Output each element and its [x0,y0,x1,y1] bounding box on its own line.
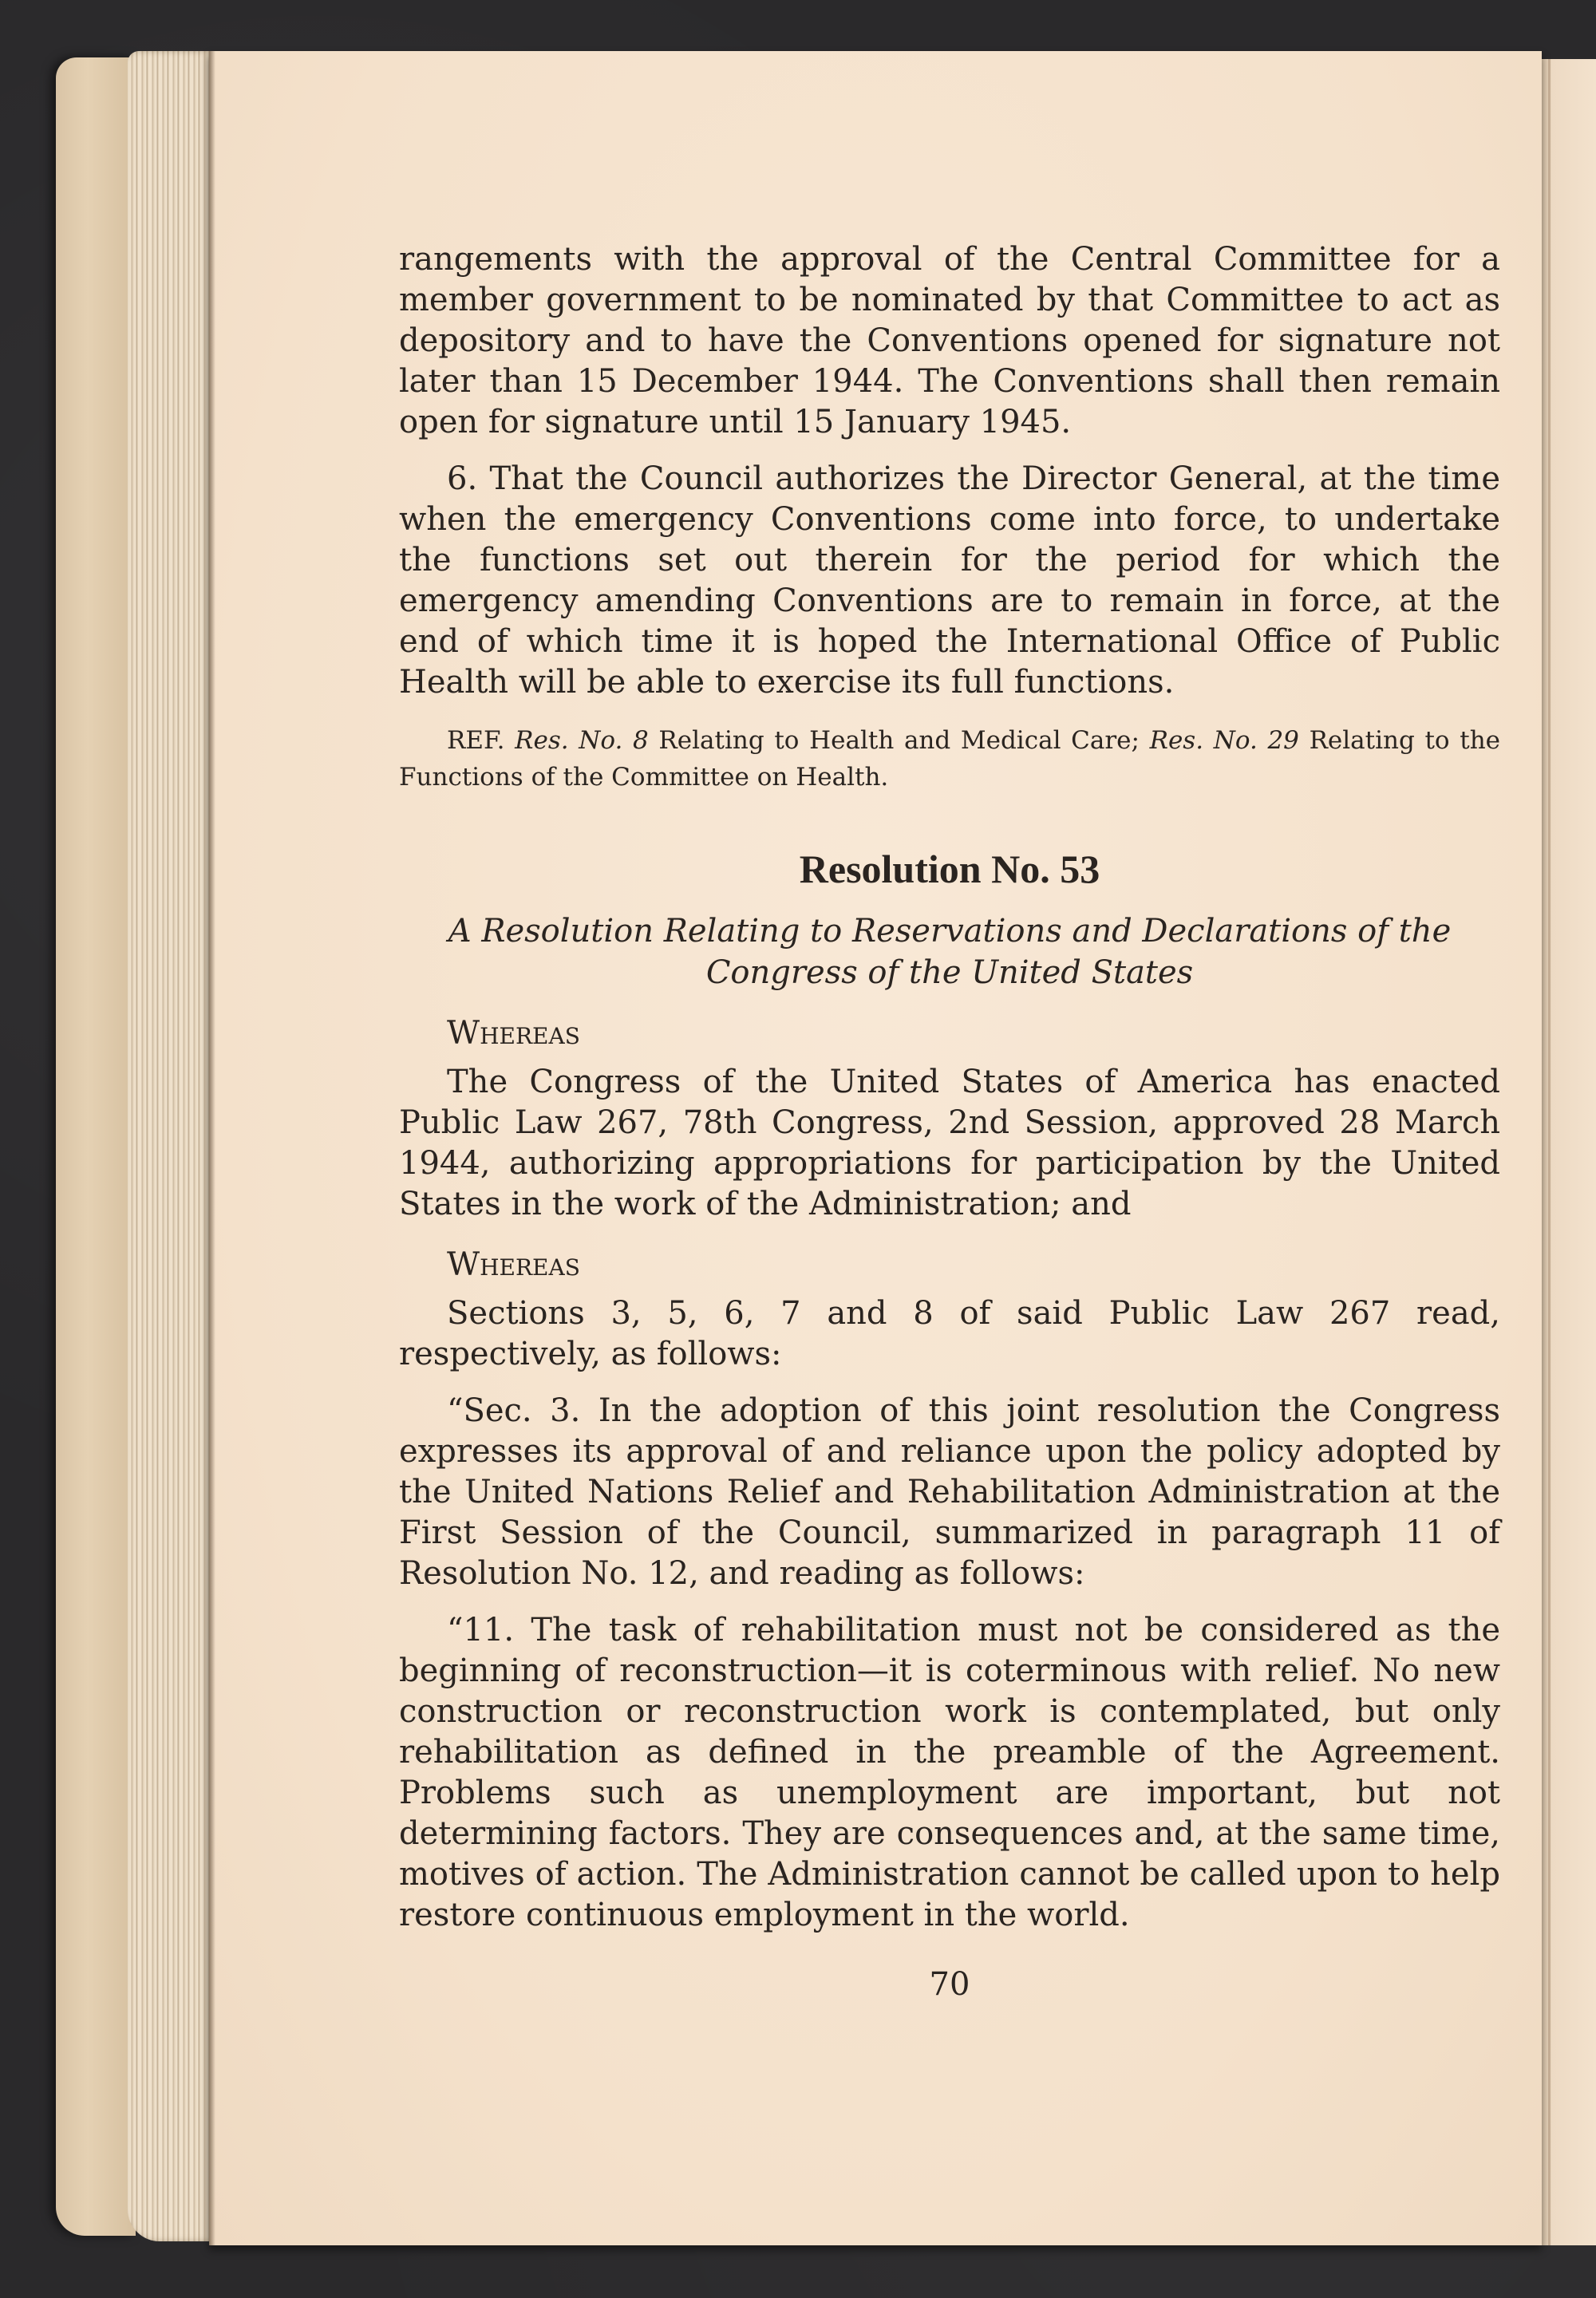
continuation-paragraph: rangements with the approval of the Central Committee for a member government to be nominated by that Committee to act as depository and to have the Conventions opened for signature not later than 15 December 1944. The Conventions shall then remain open for signature until 15 January 1945. [399,241,1500,440]
reference-res-29-label: Res. No. 29 [1149,726,1299,755]
resolution-subtitle: A Resolution Relating to Reservations and Declarations of the Congress of the United States [448,913,1452,991]
whereas-paragraph-1: The Congress of the United States of America has enacted Public Law 267, 78th Congress, 2nd Session, approved 28 March 1944, authorizing appropriations for participation by the United States in the work of the Administration; and [399,1064,1500,1222]
page-number: 70 [929,1966,970,2003]
reference-res-8-label: Res. No. 8 [515,726,649,755]
reference-prefix: REF. [447,726,505,755]
whereas-label-2: Whereas [447,1246,580,1283]
whereas-paragraph-2: Sections 3, 5, 6, 7 and 8 of said Public Law 267 read, respectively, as follows: [399,1295,1500,1372]
paragraph-6: 6. That the Council authorizes the Director General, at the time when the emergency Conventions come into force, to undertake the functions set out therein for the period for which the emergency amending Conventions are to remain in force, at the end of which time it is hoped the International Office of Public Health will be able to exercise its full functions. [399,460,1500,701]
reference-res-8-text: Relating to Health and Medical Care; [658,726,1140,755]
resolution-title: Resolution No. 53 [799,847,1100,891]
page-stack-edges [128,51,215,2241]
whereas-label-1: Whereas [447,1015,580,1052]
facing-page-edge [1542,59,1596,2245]
reference-note [399,722,1500,796]
reference-res-29-text: Relating to the Functions of the Committee on Health. [399,726,1501,792]
paragraph-11-quote: “11. The task of rehabilitation must not be considered as the beginning of reconstruction—it is coterminous with relief. No new construction or reconstruction work is contemplated, but only rehabilitation as defined in the preamble of the Agreement. Problems such as unemployment are important, but not determining factors. They are consequences and, at the same time, motives of action. The Administration cannot be called upon to help restore continuous employment in the world. [399,1612,1500,1933]
book-cover [56,57,136,2236]
section-3-quote: “Sec. 3. In the adoption of this joint resolution the Congress expresses its approval of and reliance upon the policy adopted by the United Nations Relief and Rehabilitation Administration at the First Session of the Council, summarized in paragraph 11 of Resolution No. 12, and reading as follows: [399,1392,1500,1592]
page-text [399,239,1500,2004]
